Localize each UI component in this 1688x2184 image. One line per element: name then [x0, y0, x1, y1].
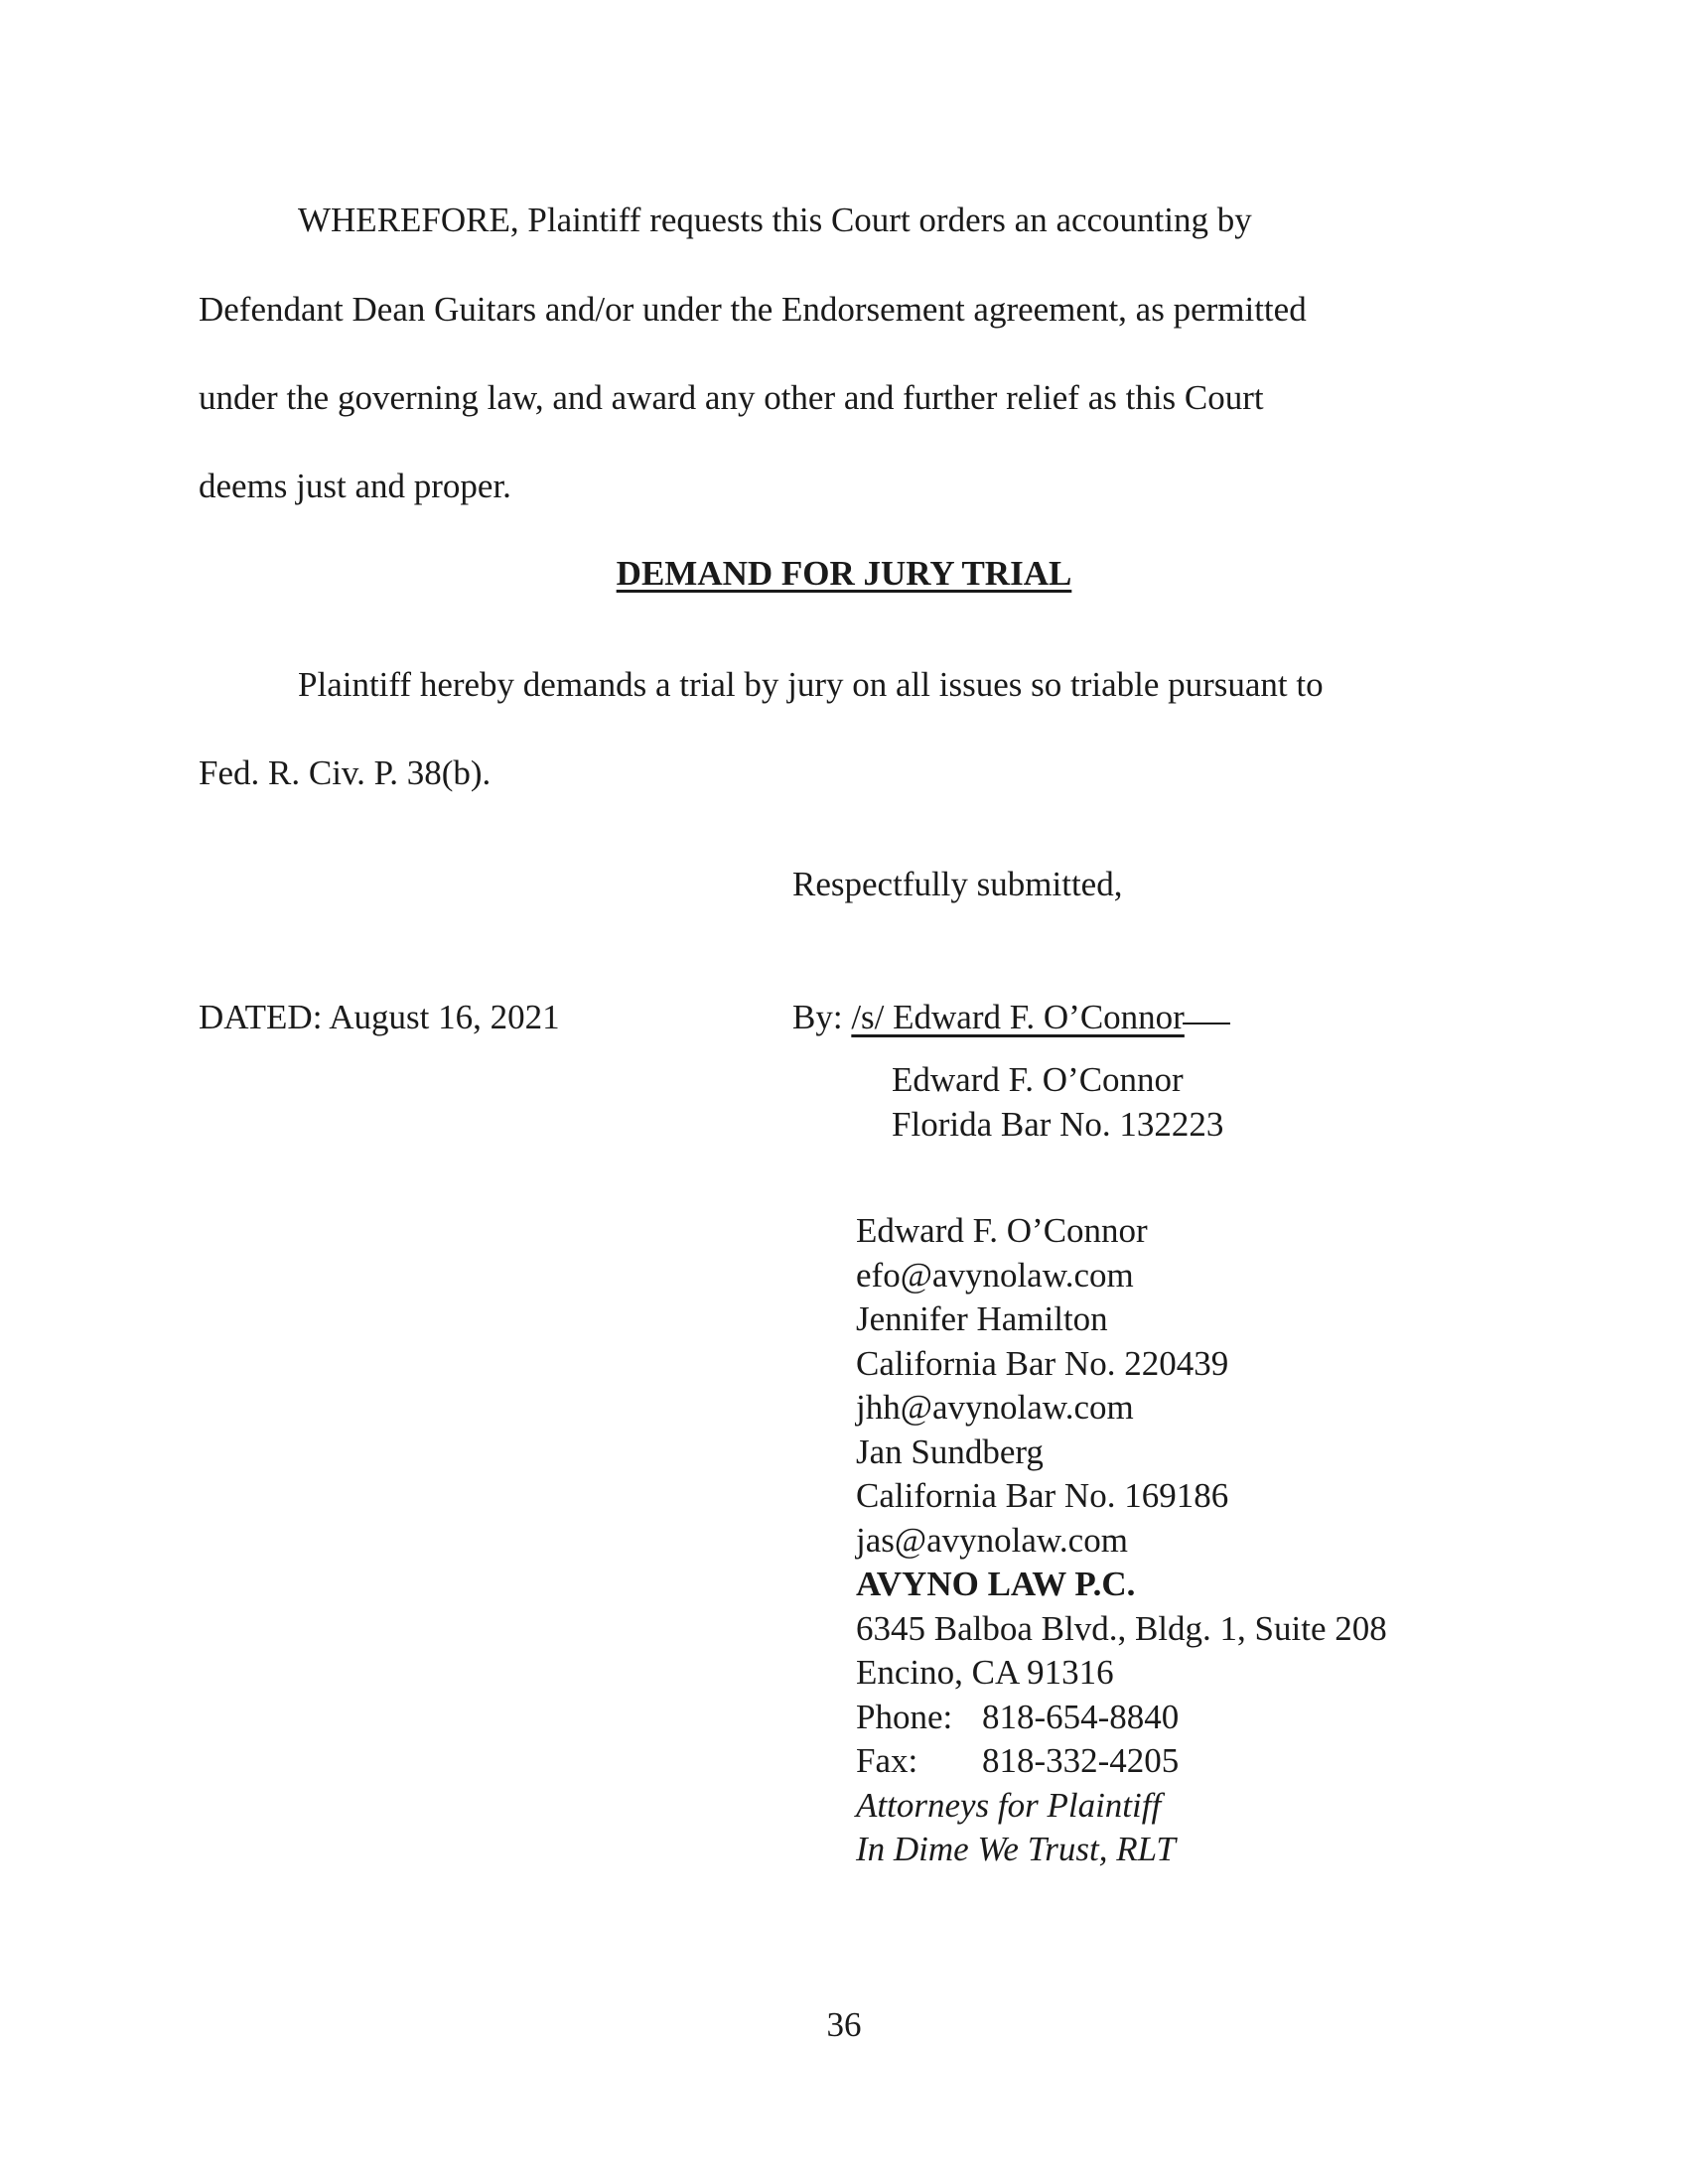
firm-fax	[856, 1739, 1387, 1784]
counsel-bar-3: California Bar No. 169186	[856, 1476, 1229, 1515]
signer-block	[892, 1058, 1223, 1147]
dated-line: DATED: August 16, 2021	[199, 998, 560, 1036]
wherefore-line-4: deems just and proper.	[199, 467, 511, 505]
by-label: By:	[792, 998, 843, 1036]
fax-number: 818-332-4205	[982, 1741, 1180, 1780]
section-heading-text: DEMAND FOR JURY TRIAL	[616, 554, 1072, 593]
jury-demand-line-2: Fed. R. Civ. P. 38(b).	[199, 753, 492, 792]
signer-bar-number: Florida Bar No. 132223	[892, 1104, 1224, 1144]
firm-address-2: Encino, CA 91316	[856, 1653, 1114, 1692]
counsel-email-3: jas@avynolaw.com	[856, 1520, 1128, 1560]
signature-line	[792, 998, 1230, 1037]
counsel-name-1: Edward F. O’Connor	[856, 1211, 1148, 1250]
jury-demand-line-1: Plaintiff hereby demands a trial by jury on all issues so triable pursuant to	[298, 665, 1324, 704]
counsel-role-1: Attorneys for Plaintiff	[856, 1785, 1162, 1825]
counsel-block	[856, 1209, 1387, 1872]
closing-text: Respectfully submitted,	[792, 865, 1123, 903]
firm-address-1: 6345 Balboa Blvd., Bldg. 1, Suite 208	[856, 1608, 1387, 1648]
counsel-role-2: In Dime We Trust, RLT	[856, 1830, 1176, 1868]
counsel-name-2: Jennifer Hamilton	[856, 1299, 1108, 1338]
wherefore-line-1: WHEREFORE, Plaintiff requests this Court orders an accounting by	[298, 201, 1252, 239]
counsel-bar-2: California Bar No. 220439	[856, 1343, 1229, 1383]
firm-phone	[856, 1696, 1387, 1740]
page-number: 36	[826, 2005, 862, 2044]
signature-underline	[1183, 1022, 1230, 1024]
phone-number: 818-654-8840	[982, 1697, 1180, 1736]
phone-label: Phone:	[856, 1697, 953, 1736]
firm-name: AVYNO LAW P.C.	[856, 1565, 1136, 1603]
section-heading	[0, 554, 1688, 594]
fax-label: Fax:	[856, 1741, 918, 1780]
signer-name: Edward F. O’Connor	[892, 1060, 1184, 1099]
wherefore-line-3: under the governing law, and award any other and further relief as this Court	[199, 378, 1264, 417]
counsel-name-3: Jan Sundberg	[856, 1432, 1044, 1471]
wherefore-line-2: Defendant Dean Guitars and/or under the Endorsement agreement, as permitted	[199, 290, 1307, 329]
e-signature: /s/ Edward F. O’Connor	[851, 998, 1185, 1036]
counsel-email-1: efo@avynolaw.com	[856, 1255, 1134, 1295]
counsel-email-2: jhh@avynolaw.com	[856, 1388, 1134, 1427]
